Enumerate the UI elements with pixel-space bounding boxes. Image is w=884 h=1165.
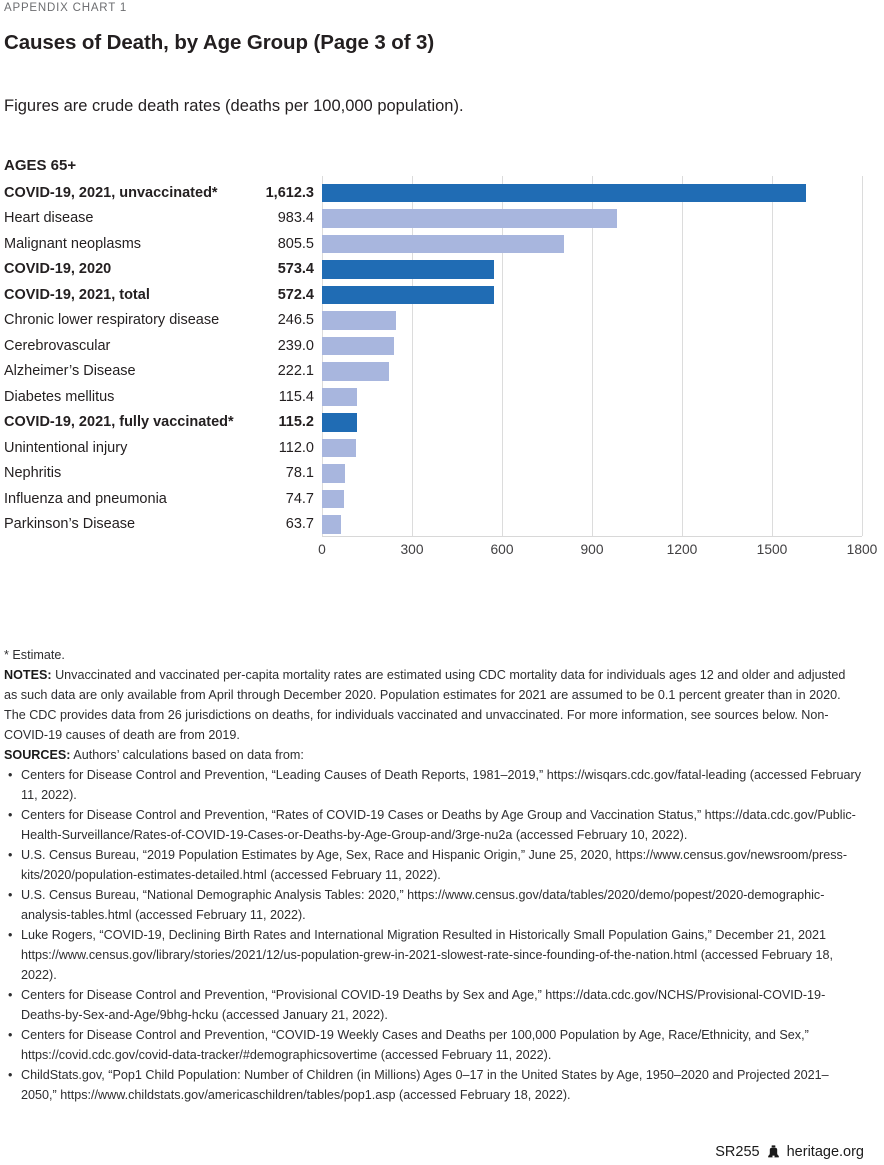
category-label: Unintentional injury (4, 439, 128, 456)
category-label: Chronic lower respiratory disease (4, 312, 220, 329)
source-text: Luke Rogers, “COVID-19, Declining Birth Rates and International Migration Resulted in Historically Small Population Gains,” December 21, 2021 https://www.census.gov/library/stories/2021/12/us-population-grew-in-2021-slowest-rate-since-founding-of-the-nation.html (accessed February 18, 2022). (21, 928, 833, 982)
value-label: 239.0 (277, 337, 314, 354)
x-axis-tick-label: 0 (318, 542, 326, 557)
notes-label: NOTES: (4, 668, 52, 682)
bar (322, 439, 356, 458)
source-text: Centers for Disease Control and Prevention, “Provisional COVID-19 Deaths by Sex and Age,” https://data.cdc.gov/NCHS/Provisional-COVID-19-Deaths-by-Sex-and-Age/9bhg-hcku (accessed January 21, 2022). (21, 988, 826, 1022)
x-axis-tick-label: 600 (490, 542, 514, 557)
category-label: Nephritis (4, 465, 62, 482)
chart-title: Causes of Death, by Age Group (Page 3 of 3) (4, 31, 435, 54)
category-label: COVID-19, 2021, total (4, 286, 150, 303)
source-text: U.S. Census Bureau, “National Demographic Analysis Tables: 2020,” https://www.census.gov/data/tables/2020/demo/popest/2020-demographic-analysis-tables.html (accessed February 11, 2022). (21, 888, 825, 922)
source-text: Centers for Disease Control and Prevention, “Rates of COVID-19 Cases or Deaths by Age Group and Vaccination Status,” https://data.cdc.gov/Public-Health-Surveillance/Rates-of-COVID-19-Cases-or-Deaths-by-Age-Group-and/3rge-nu2a (accessed February 10, 2022). (21, 808, 856, 842)
bar-track (322, 384, 862, 410)
bar (322, 337, 394, 356)
x-axis-tick-label: 1200 (666, 542, 698, 557)
source-item (8, 885, 862, 925)
x-axis-tick-label: 900 (580, 542, 604, 557)
bar-track (322, 333, 862, 359)
bullet-icon: • (8, 808, 13, 822)
chart-row (4, 435, 862, 461)
x-axis-tick-label: 1500 (756, 542, 788, 557)
category-label: Alzheimer’s Disease (4, 363, 136, 380)
bullet-icon: • (8, 1028, 13, 1042)
bullet-icon: • (8, 768, 13, 782)
appendix-chart-kicker: APPENDIX CHART 1 (4, 2, 128, 14)
x-axis-tick-label: 300 (400, 542, 424, 557)
category-label: Cerebrovascular (4, 337, 111, 354)
bullet-icon: • (8, 888, 13, 902)
bar-track (322, 461, 862, 487)
chart-row (4, 461, 862, 487)
sources-label: SOURCES: (4, 748, 71, 762)
category-label: Diabetes mellitus (4, 388, 115, 405)
notes-block (4, 645, 862, 1105)
x-axis-tick-label: 1800 (846, 542, 878, 557)
x-axis (318, 537, 878, 561)
report-id: SR255 (715, 1144, 760, 1160)
value-label: 115.2 (278, 414, 314, 431)
estimate-note: * Estimate. (4, 648, 65, 662)
value-label: 63.7 (285, 516, 314, 533)
category-label: COVID-19, 2021, unvaccinated* (4, 184, 218, 201)
value-label: 572.4 (277, 286, 314, 303)
bar-track (322, 282, 862, 308)
bar-chart (4, 157, 878, 561)
source-text: U.S. Census Bureau, “2019 Population Estimates by Age, Sex, Race and Hispanic Origin,” June 25, 2020, https://www.census.gov/newsroom/press-kits/2020/population-estimates-detailed.html (accessed February 11, 2022). (21, 848, 848, 882)
gridline (862, 176, 863, 536)
category-label: Parkinson’s Disease (4, 516, 136, 533)
value-label: 246.5 (277, 312, 314, 329)
page-footer (715, 1144, 864, 1160)
category-label: COVID-19, 2021, fully vaccinated* (4, 414, 234, 431)
bullet-icon: • (8, 1068, 13, 1082)
source-text: Centers for Disease Control and Prevention, “COVID-19 Weekly Cases and Deaths per 100,000 Population by Age, Race/Ethnicity, and Sex,” https://covid.cdc.gov/covid-data-tracker/#demographicsovertime (accessed February 11, 2022). (21, 1028, 809, 1062)
bar (322, 311, 396, 330)
bar-track (322, 308, 862, 334)
chart-row (4, 486, 862, 512)
source-item (8, 765, 862, 805)
value-label: 115.4 (278, 388, 314, 405)
category-label: Heart disease (4, 210, 94, 227)
chart-row (4, 257, 862, 283)
bar (322, 362, 389, 381)
source-text: ChildStats.gov, “Pop1 Child Population: Number of Children (in Millions) Ages 0–17 in the United States by Age, 1950–2020 and Projected 2021–2050,” https://www.childstats.gov/americaschildren/tables/pop1.asp (accessed February 18, 2022). (21, 1068, 829, 1102)
chart-subtitle: Figures are crude death rates (deaths per 100,000 population). (4, 97, 464, 115)
bullet-icon: • (8, 848, 13, 862)
chart-row (4, 308, 862, 334)
bar (322, 235, 564, 254)
chart-rows (4, 180, 862, 537)
category-label: COVID-19, 2020 (4, 261, 112, 278)
bar-track (322, 435, 862, 461)
category-label: Malignant neoplasms (4, 235, 142, 252)
bar (322, 490, 344, 509)
source-item (8, 925, 862, 985)
bar-track (322, 486, 862, 512)
bar-track (322, 180, 862, 206)
chart-row (4, 359, 862, 385)
bar (322, 464, 345, 483)
bar-track (322, 206, 862, 232)
value-label: 1,612.3 (265, 184, 314, 201)
bullet-icon: • (8, 988, 13, 1002)
bar (322, 286, 494, 305)
source-text: Centers for Disease Control and Prevention, “Leading Causes of Death Reports, 1981–2019,” https://wisqars.cdc.gov/fatal-leading (accessed February 11, 2022). (21, 768, 862, 802)
chart-row (4, 206, 862, 232)
bar-track (322, 410, 862, 436)
source-item (8, 1065, 862, 1105)
chart-row (4, 333, 862, 359)
value-label: 78.1 (285, 465, 314, 482)
chart-row (4, 384, 862, 410)
bar (322, 260, 494, 279)
value-label: 805.5 (277, 235, 314, 252)
source-item (8, 805, 862, 845)
chart-row (4, 231, 862, 257)
bar (322, 413, 357, 432)
chart-row (4, 282, 862, 308)
bar (322, 184, 806, 203)
bar-track (322, 231, 862, 257)
notes-paragraph (4, 665, 862, 745)
category-label: Influenza and pneumonia (4, 490, 167, 507)
heritage-bell-icon (766, 1145, 781, 1159)
chart-row (4, 180, 862, 206)
bar (322, 388, 357, 407)
sources-intro (4, 745, 862, 765)
bar (322, 209, 617, 228)
bar-track (322, 257, 862, 283)
bar-track (322, 359, 862, 385)
sources-list (4, 765, 862, 1105)
source-item (8, 985, 862, 1025)
bar-track (322, 512, 862, 538)
value-label: 112.0 (278, 439, 314, 456)
age-group-label: AGES 65+ (4, 157, 77, 174)
value-label: 222.1 (277, 363, 314, 380)
source-item (8, 845, 862, 885)
bullet-icon: • (8, 928, 13, 942)
site-name: heritage.org (786, 1144, 864, 1160)
chart-row (4, 512, 862, 538)
value-label: 573.4 (277, 261, 314, 278)
sources-intro-text: Authors’ calculations based on data from: (70, 748, 304, 762)
value-label: 74.7 (285, 490, 314, 507)
value-label: 983.4 (277, 210, 314, 227)
chart-row (4, 410, 862, 436)
bar (322, 515, 341, 534)
notes-text: Unvaccinated and vaccinated per-capita mortality rates are estimated using CDC mortality data for individuals ages 12 and older and adjusted as such data are only available from April through December 2020. Population estimates for 2021 are assumed to be 0.1 percent greater than in 2020. The CDC provides data from 26 jurisdictions on deaths, for individuals vaccinated and unvaccinated. For more information, see sources below. Non-COVID-19 causes of death are from 2019. (4, 668, 846, 742)
source-item (8, 1025, 862, 1065)
